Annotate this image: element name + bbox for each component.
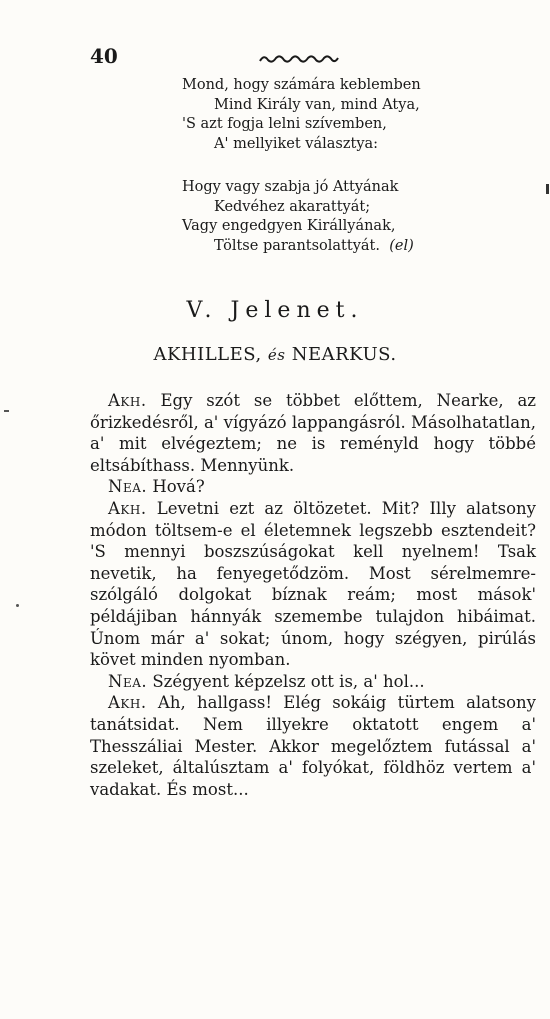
speaker-label: Nea.: [108, 671, 148, 691]
speech-text: Szégyent képzelsz ott is, a' hol...: [152, 671, 425, 691]
poem-line: Mond, hogy számára keblemben: [182, 77, 421, 93]
margin-mark: [16, 604, 19, 607]
poem-line-text: Töltse parantsolattyát.: [214, 237, 380, 254]
poem-stanza-1: [182, 76, 421, 154]
speech: [90, 476, 536, 498]
character-name: NEARKUS.: [291, 344, 397, 365]
speech-text: Hová?: [152, 477, 205, 497]
margin-mark: [546, 184, 549, 194]
speaker-label: Akh.: [108, 391, 147, 410]
character-name: AKHILLES,: [153, 344, 262, 365]
scene-title: V. Jelenet.: [186, 298, 364, 323]
poem-line: Vagy engedgyen Királlyának,: [182, 218, 396, 234]
speech-text: Egy szót se többet előttem, Nearke, az őrizkedésről, a' vígyázó lappangásról. Másolhatatlan, a' mit elvégeztem; ne is reményld hogy többé eltsábíthass. Mennyünk.: [90, 391, 537, 475]
poem-line: Hogy vagy szabja jó Attyának: [182, 179, 399, 195]
dialogue: [90, 390, 536, 800]
ornament-flourish: [258, 52, 340, 66]
stage-direction: (el): [389, 237, 414, 254]
speaker-label: Nea.: [108, 477, 148, 497]
poem-line: A' mellyiket választya:: [214, 135, 379, 152]
margin-mark: [4, 410, 9, 412]
speech-text: Ah, hallgass! Elég sokáig türtem alatsony tanátsidat. Nem illyekre oktatott engem a' Thesszáliai Mester. Akkor megelőztem futással a' szeleket, általúsztam a' folyókat, földhöz vertem a' vadakat. És most...: [90, 693, 537, 799]
scene-characters: [0, 344, 550, 365]
poem-line: 'S azt fogja lelni szívemben,: [182, 116, 387, 132]
poem-line: Mind Király van, mind Atya,: [214, 96, 420, 113]
speech-text: Levetni ezt az öltözetet. Mit? Illy alatsony módon töltsem-e el életemnek legszebb esztendeit? 'S mennyi boszszúságokat kell nyelnem! Tsak nevetik, ha fenyegetődzöm. Most sérelmemre-szólgáló dolgokat bíznak reám; most mások' példájiban hánnyák szemembe tulajdon hibáimat. Únom már a' sokat; únom, hogy szégyen, pirúlás követ minden nyomban.: [90, 498, 536, 670]
speech: [90, 390, 536, 476]
page-number: 40: [90, 44, 118, 68]
poem-line: Kedvéhez akarattyát;: [214, 198, 371, 215]
poem-stanza-2: [182, 178, 414, 256]
speech: [90, 671, 536, 693]
poem-line: [182, 237, 414, 257]
speech: [90, 498, 536, 671]
speaker-label: Akh.: [108, 693, 147, 713]
speech: [90, 692, 536, 800]
speaker-label: Akh.: [108, 498, 147, 518]
conjunction: és: [267, 346, 286, 364]
